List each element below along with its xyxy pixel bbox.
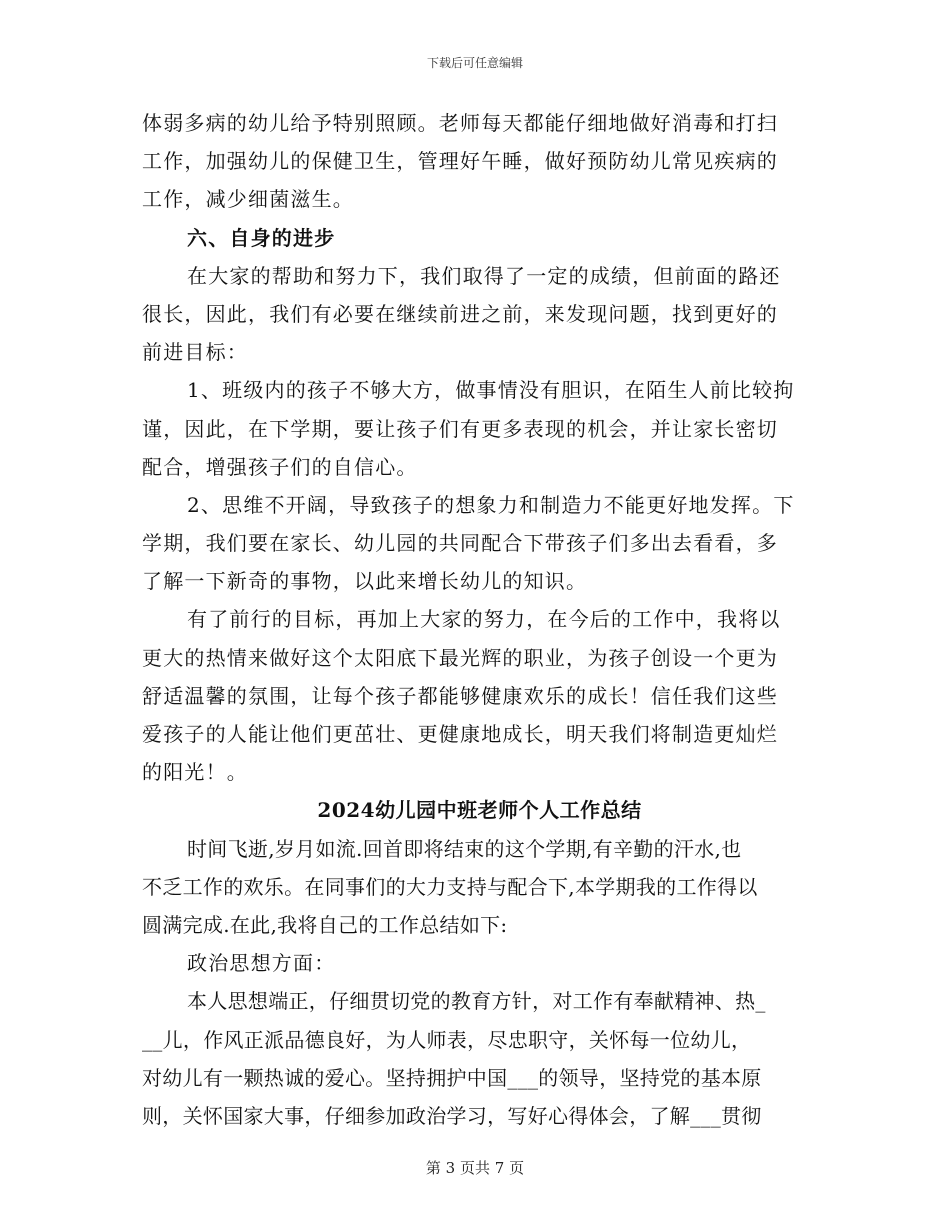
- section-heading: 六、自身的进步: [187, 225, 336, 250]
- list-item-line: 1、班级内的孩子不够大方，做事情没有胆识，在陌生人前比较拘: [187, 378, 795, 403]
- paragraph-line: 很长，因此，我们有必要在继续前进之前，来发现问题，找到更好的: [142, 301, 778, 326]
- paragraph-line: 本人思想端正，仔细贯切党的教育方针，对工作有奉献精神、热_: [187, 989, 766, 1014]
- document-body: [142, 104, 817, 1135]
- list-item-line: 学期，我们要在家长、幼儿园的共同配合下带孩子们多出去看看，多: [142, 531, 778, 556]
- paragraph-line: 不乏工作的欢乐。在同事们的大力支持与配合下,本学期我的工作得以: [142, 874, 758, 899]
- list-item-line: 2、思维不开阔，导致孩子的想象力和制造力不能更好地发挥。下: [187, 492, 795, 517]
- paragraph-line: 体弱多病的幼儿给予特别照顾。老师每天都能仔细地做好消毒和打扫: [142, 111, 778, 135]
- paragraph-line: 工作，加强幼儿的保健卫生，管理好午睡，做好预防幼儿常见疾病的: [142, 149, 778, 174]
- document-title: 2024幼儿园中班老师个人工作总结: [317, 798, 642, 823]
- paragraph-line: 前进目标：: [142, 340, 248, 365]
- paragraph-line: 更大的热情来做好这个太阳底下最光辉的职业，为孩子创设一个更为: [142, 645, 778, 670]
- paragraph-line: 圆满完成.在此,我将自己的工作总结如下:: [142, 912, 508, 937]
- paragraph-line: 爱孩子的人能让他们更茁壮、更健康地成长，明天我们将制造更灿烂: [142, 722, 778, 746]
- paragraph-line: 时间飞逝,岁月如流.回首即将结束的这个学期,有辛勤的汗水,也: [187, 836, 742, 861]
- page-number: 第 3 页共 7 页: [425, 1159, 525, 1177]
- paragraph-line: 舒适温馨的氛围，让每个孩子都能够健康欢乐的成长！信任我们这些: [142, 683, 778, 708]
- paragraph-line: 有了前行的目标，再加上大家的努力，在今后的工作中，我将以: [187, 607, 781, 632]
- paragraph-line: 的阳光！。: [142, 760, 248, 785]
- list-item-line: 配合，增强孩子们的自信心。: [142, 454, 418, 479]
- paragraph-line: 工作，减少细菌滋生。: [142, 187, 354, 212]
- paragraph-line: 则，关怀国家大事，仔细参加政治学习，写好心得体会，了解___贯彻: [142, 1103, 762, 1128]
- paragraph-line: 对幼儿有一颗热诚的爱心。坚持拥护中国___的领导，坚持党的基本原: [142, 1065, 762, 1090]
- paragraph-line: __儿，作风正派品德良好，为人师表，尽忠职守，关怀每一位幼儿，: [142, 1027, 752, 1052]
- paragraph-line: 在大家的帮助和努力下，我们取得了一定的成绩，但前面的路还: [187, 263, 781, 288]
- page-header-note: 下载后可任意编辑: [426, 56, 523, 70]
- section-subheading: 政治思想方面：: [187, 951, 336, 976]
- list-item-line: 谨，因此，在下学期，要让孩子们有更多表现的机会，并让家长密切: [142, 416, 778, 441]
- list-item-line: 了解一下新奇的事物，以此来增长幼儿的知识。: [142, 569, 588, 594]
